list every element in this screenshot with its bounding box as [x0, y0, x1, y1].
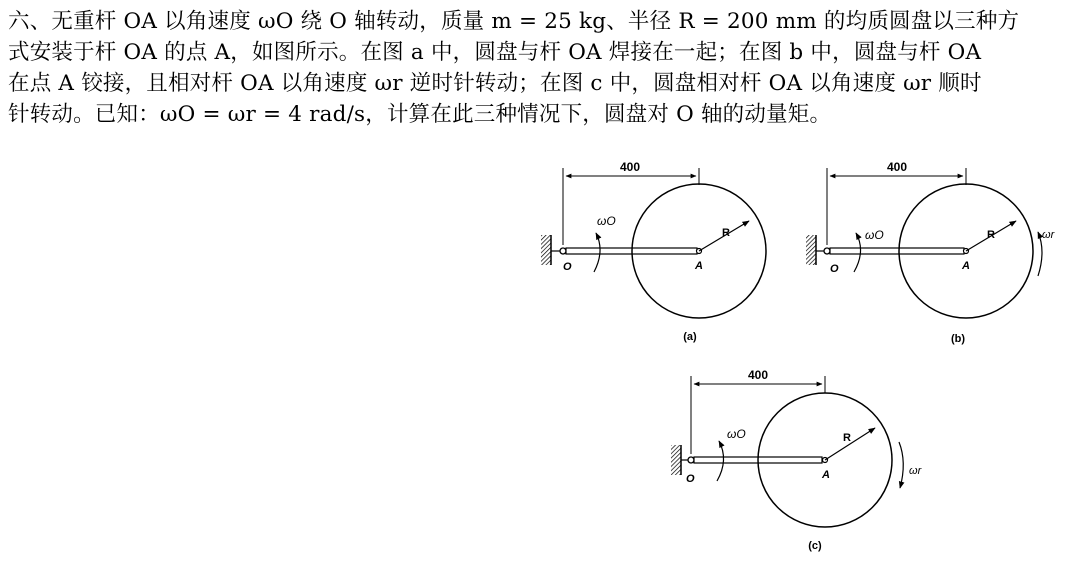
label-a-a: A	[695, 260, 703, 272]
label-r-a: R	[722, 227, 730, 239]
label-o-a: O	[563, 261, 572, 273]
omega-r-label-b: ωr	[1042, 229, 1055, 241]
pivot-o-c	[688, 457, 694, 463]
wall-support-b	[806, 235, 816, 265]
figure-a	[541, 160, 766, 343]
problem-line-1: 六、无重杆 OA 以角速度 ωO 绕 O 轴转动，质量 m = 25 kg、半径 R = 200 mm 的均质圆盘以三种方	[8, 9, 1020, 34]
figure-c	[671, 368, 923, 552]
omega-o-label-c: ωO	[727, 427, 746, 441]
dimension-label-b: 400	[886, 160, 908, 174]
figure-b	[806, 160, 1056, 345]
wall-support-c	[671, 445, 681, 475]
label-r-c: R	[843, 432, 851, 444]
omega-r-label-c: ωr	[909, 465, 922, 477]
omega-o-label-a: ωO	[597, 214, 616, 228]
label-a-c: A	[822, 469, 830, 481]
omega-r-arrow-c	[899, 442, 903, 488]
pivot-o-a	[560, 248, 566, 254]
label-a-b: A	[962, 260, 970, 272]
label-o-c: O	[686, 473, 695, 485]
caption-c: (c)	[808, 540, 822, 552]
pivot-o-b	[824, 248, 830, 254]
dimension-label-c: 400	[747, 368, 769, 382]
problem-line-4: 针转动。已知：ωO = ωr = 4 rad/s，计算在此三种情况下，圆盘对 O 轴的动量矩。	[8, 102, 832, 127]
label-o-b: O	[830, 263, 839, 275]
label-r-b: R	[987, 229, 995, 241]
rod-oa-b	[830, 248, 964, 254]
dimension-label-a: 400	[619, 160, 641, 174]
problem-line-3: 在点 A 铰接，且相对杆 OA 以角速度 ωr 逆时针转动；在图 c 中，圆盘相对杆 OA 以角速度 ωr 顺时	[8, 71, 982, 96]
problem-line-2: 式安装于杆 OA 的点 A，如图所示。在图 a 中，圆盘与杆 OA 焊接在一起；在图 b 中，圆盘与杆 OA	[8, 40, 982, 65]
caption-b: (b)	[950, 333, 966, 345]
caption-a: (a)	[683, 331, 697, 343]
omega-o-label-b: ωO	[865, 228, 884, 242]
wall-support-a	[541, 235, 551, 265]
